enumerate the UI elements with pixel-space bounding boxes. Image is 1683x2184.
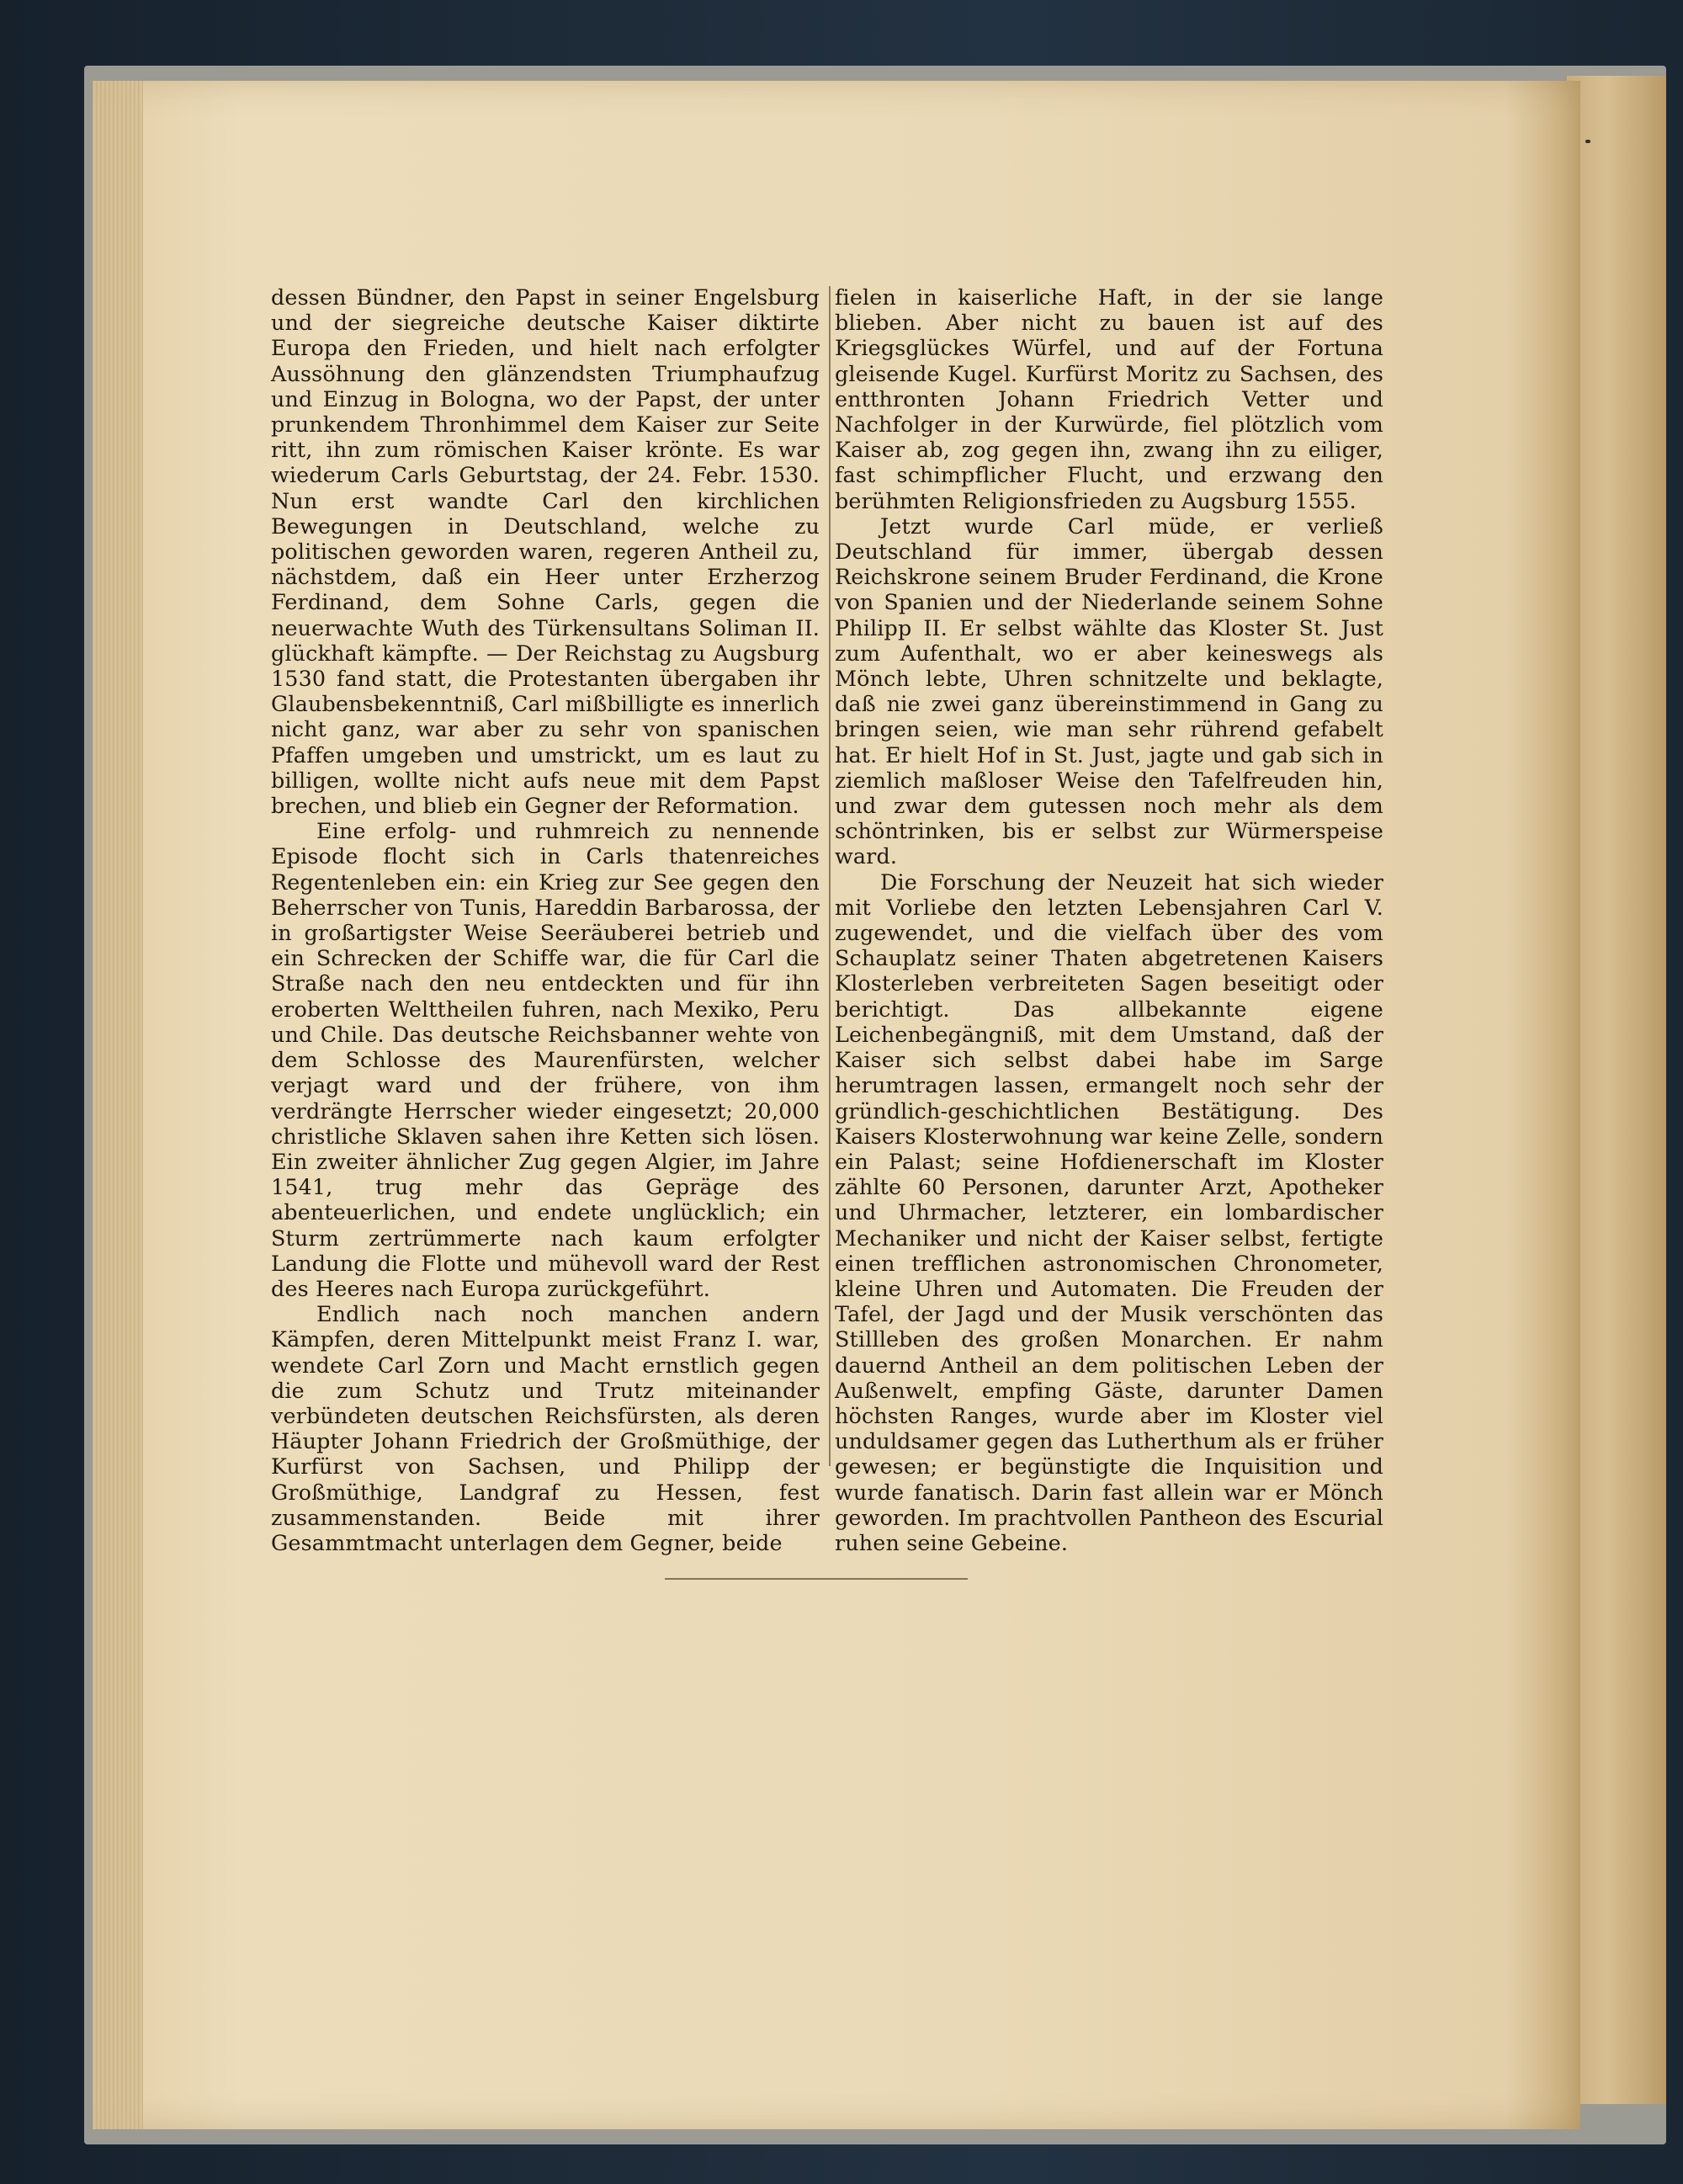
column-divider	[829, 286, 831, 1466]
paragraph: Endlich nach noch manchen andern Kämpfen, deren Mittelpunkt meist Franz I. war, wendete Carl Zorn und Macht ernstlich gegen die zum Schutz und Trutz miteinander verbündeten deutschen Reichsfürsten, als deren Häupter Johann Friedrich der Großmüthige, der Kurfürst von Sachsen, und Philipp der Großmüthige, Landgraf zu Hessen, fest zusammenstanden. Beide mit ihrer Gesammtmacht unterlagen dem Gegner, beide	[271, 1301, 820, 1555]
left-text-column	[271, 284, 820, 1555]
paragraph: Jetzt wurde Carl müde, er verließ Deutschland für immer, übergab dessen Reichskrone seinem Bruder Ferdinand, die Krone von Spanien und der Niederlande seinem Sohne Philipp II. Er selbst wählte das Kloster St. Just zum Aufenthalt, wo er aber keineswegs als Mönch lebte, Uhren schnitzelte und beklagte, daß nie zwei ganz übereinstimmend in Gang zu bringen seien, wie man sehr rührend gefabelt hat. Er hielt Hof in St. Just, jagte und gab sich in ziemlich maßloser Weise den Tafelfreuden hin, und zwar dem gutessen noch mehr als dem schöntrinken, bis er selbst zur Würmerspeise ward.	[835, 513, 1383, 869]
end-of-section-rule	[665, 1578, 968, 1580]
ink-speck	[1585, 140, 1590, 143]
facing-page-edge	[1567, 76, 1666, 2104]
paragraph: dessen Bündner, den Papst in seiner Engelsburg und der siegreiche deutsche Kaiser diktirte Europa den Frieden, und hielt nach erfolgter Aussöhnung den glänzendsten Triumphaufzug und Einzug in Bologna, wo der Papst, der unter prunkendem Thronhimmel dem Kaiser zur Seite ritt, ihn zum römischen Kaiser krönte. Es war wiederum Carls Geburtstag, der 24. Febr. 1530. Nun erst wandte Carl den kirchlichen Bewegungen in Deutschland, welche zu politischen geworden waren, regeren Antheil zu, nächstdem, daß ein Heer unter Erzherzog Ferdinand, dem Sohne Carls, gegen die neuerwachte Wuth des Türkensultans Soliman II. glückhaft kämpfte. — Der Reichstag zu Augsburg 1530 fand statt, die Protestanten übergaben ihr Glaubensbekenntniß, Carl mißbilligte es innerlich nicht ganz, war aber zu sehr von spanischen Pfaffen umgeben und umstrickt, um es laut zu billigen, wollte nicht aufs neue mit dem Papst brechen, und blieb ein Gegner der Reformation.	[271, 284, 820, 819]
paragraph: fielen in kaiserliche Haft, in der sie lange blieben. Aber nicht zu bauen ist auf des Kriegsglückes Würfel, und auf der Fortuna gleisende Kugel. Kurfürst Moritz zu Sachsen, des entthronten Johann Friedrich Vetter und Nachfolger in der Kurwürde, fiel plötzlich vom Kaiser ab, zog gegen ihn, zwang ihn zu eiliger, fast schimpflicher Flucht, und erzwang den berühmten Religionsfrieden zu Augsburg 1555.	[835, 284, 1383, 513]
paragraph: Eine erfolg- und ruhmreich zu nennende Episode flocht sich in Carls thatenreiches Regentenleben ein: ein Krieg zur See gegen den Beherrscher von Tunis, Hareddin Barbarossa, der in großartigster Weise Seeräuberei betrieb und ein Schrecken der Schiffe war, die für Carl die Straße nach den neu entdeckten und für ihn eroberten Welttheilen fuhren, nach Mexiko, Peru und Chile. Das deutsche Reichsbanner wehte von dem Schlosse des Maurenfürsten, welcher verjagt ward und der frühere, von ihm verdrängte Herrscher wieder eingesetzt; 20,000 christliche Sklaven sahen ihre Ketten sich lösen. Ein zweiter ähnlicher Zug gegen Algier, im Jahre 1541, trug mehr das Gepräge des abenteuerlichen, und endete unglücklich; ein Sturm zertrümmerte nach kaum erfolgter Landung die Flotte und mühevoll ward der Rest des Heeres nach Europa zurückgeführt.	[271, 818, 820, 1301]
paragraph: Die Forschung der Neuzeit hat sich wieder mit Vorliebe den letzten Lebensjahren Carl V. zugewendet, und die vielfach über des vom Schauplatz seiner Thaten abgetretenen Kaisers Klosterleben verbreiteten Sagen beseitigt oder berichtigt. Das allbekannte eigene Leichenbegängniß, mit dem Umstand, daß der Kaiser sich selbst dabei habe im Sarge herumtragen lassen, ermangelt noch sehr der gründlich-geschichtlichen Bestätigung. Des Kaisers Klosterwohnung war keine Zelle, sondern ein Palast; seine Hofdienerschaft im Kloster zählte 60 Personen, darunter Arzt, Apotheker und Uhrmacher, letzterer, ein lombardischer Mechaniker und nicht der Kaiser selbst, fertigte einen trefflichen astronomischen Chronometer, kleine Uhren und Automaten. Die Freuden der Tafel, der Jagd und der Musik verschönten das Stillleben des großen Monarchen. Er nahm dauernd Antheil an dem politischen Leben der Außenwelt, empfing Gäste, darunter Damen höchsten Ranges, wurde aber im Kloster viel unduldsamer gegen das Lutherthum als er früher gewesen; er begünstigte die Inquisition und wurde fanatisch. Darin fast allein war er Mönch geworden. Im prachtvollen Pantheon des Escurial ruhen seine Gebeine.	[835, 869, 1383, 1555]
page-fore-edge	[93, 81, 143, 2129]
right-text-column	[835, 284, 1383, 1555]
